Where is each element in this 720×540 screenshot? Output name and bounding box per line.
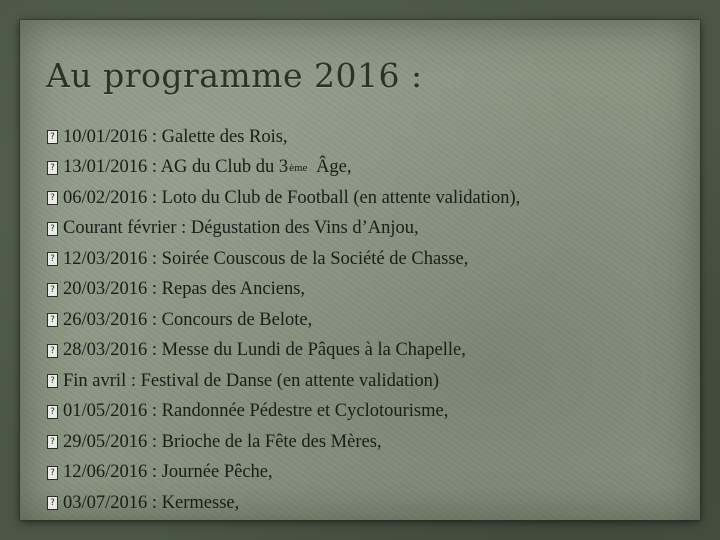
missing-glyph-bullet-icon <box>47 405 58 419</box>
slide-title: Au programme 2016 : <box>46 56 423 95</box>
missing-glyph-bullet-icon <box>47 222 58 236</box>
missing-glyph-bullet-icon <box>47 283 58 297</box>
list-item-text: 03/07/2016 : Kermesse, <box>63 492 240 513</box>
list-item-text: 29/05/2016 : Brioche de la Fête des Mères, <box>63 431 382 452</box>
list-item <box>47 275 520 306</box>
list-item-text: 01/05/2016 : Randonnée Pédestre et Cyclotourisme, <box>63 401 449 422</box>
list-item <box>47 427 520 458</box>
list-item-text: 13/01/2016 : AG du Club du 3 <box>63 157 289 178</box>
program-list <box>47 122 520 519</box>
missing-glyph-bullet-icon <box>47 130 58 144</box>
list-item-text: 20/03/2016 : Repas des Anciens, <box>63 279 306 300</box>
list-item <box>47 122 520 153</box>
list-item <box>47 183 520 214</box>
list-item <box>47 488 520 519</box>
list-item <box>47 305 520 336</box>
missing-glyph-bullet-icon <box>47 252 58 266</box>
list-item-text: Fin avril : Festival de Danse (en attente validation) <box>63 370 440 391</box>
list-item <box>47 214 520 245</box>
list-item <box>47 458 520 489</box>
list-item <box>47 366 520 397</box>
missing-glyph-bullet-icon <box>47 161 58 175</box>
missing-glyph-bullet-icon <box>47 435 58 449</box>
list-item-text: 28/03/2016 : Messe du Lundi de Pâques à la Chapelle, <box>63 340 466 361</box>
list-item-text: 06/02/2016 : Loto du Club de Football (en attente validation), <box>63 187 521 208</box>
missing-glyph-bullet-icon <box>47 191 58 205</box>
list-item-text: 12/06/2016 : Journée Pêche, <box>63 462 273 483</box>
list-item-text: 26/03/2016 : Concours de Belote, <box>63 309 313 330</box>
list-item-text: 10/01/2016 : Galette des Rois, <box>63 126 288 147</box>
missing-glyph-bullet-icon <box>47 374 58 388</box>
missing-glyph-bullet-icon <box>47 466 58 480</box>
list-item <box>47 244 520 275</box>
missing-glyph-bullet-icon <box>47 344 58 358</box>
missing-glyph-bullet-icon <box>47 496 58 510</box>
list-item-superscript: ème <box>289 161 308 174</box>
list-item-text: Courant février : Dégustation des Vins d’Anjou, <box>63 218 419 239</box>
missing-glyph-bullet-icon <box>47 313 58 327</box>
list-item <box>47 397 520 428</box>
list-item-text: 12/03/2016 : Soirée Couscous de la Société de Chasse, <box>63 248 469 269</box>
list-item <box>47 336 520 367</box>
list-item-text-end: Âge, <box>311 157 352 178</box>
list-item <box>47 153 520 184</box>
